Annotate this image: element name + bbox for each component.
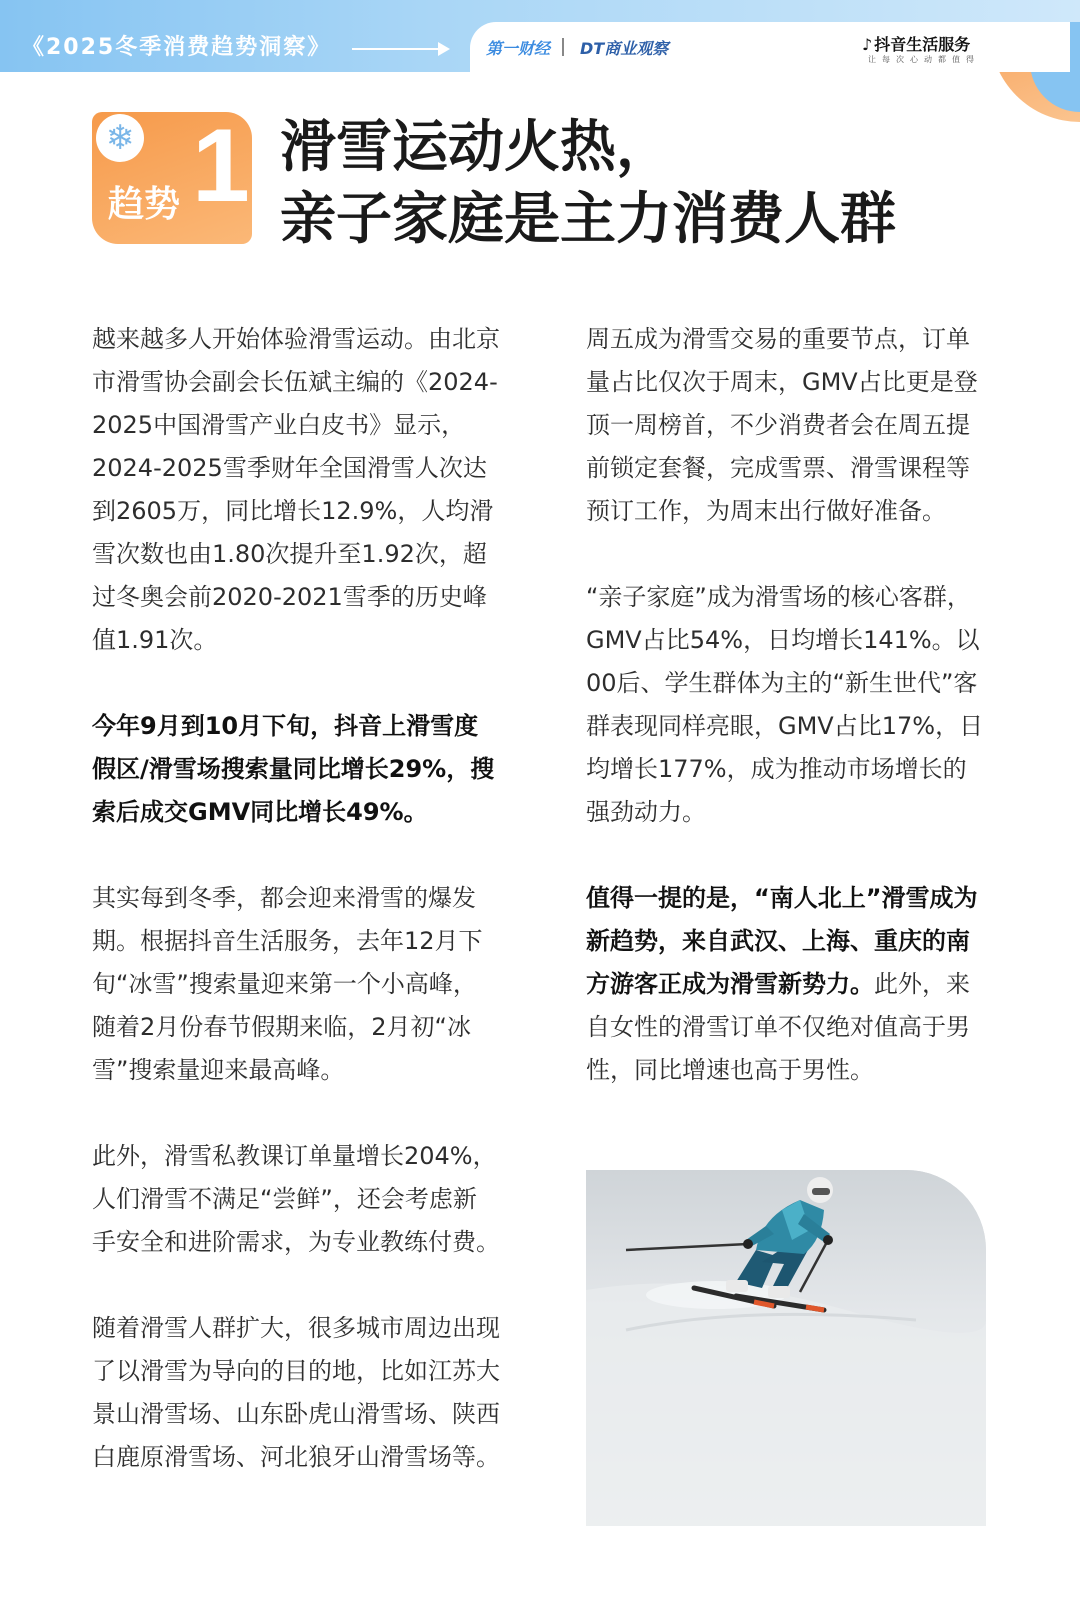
paragraph-mixed: [586, 877, 990, 1092]
page-title: [280, 112, 1060, 256]
snowflake-icon: ❄: [96, 114, 144, 162]
title-line-1: 滑雪运动火热，: [280, 115, 672, 180]
logo-yicai: 第一财经: [486, 39, 551, 58]
paragraph-highlight: 值得一提的是，“南人北上”滑雪成为新趋势，来自武汉、上海、重庆的南方游客正成为滑雪新势力。: [586, 884, 978, 998]
logo-dt: DT商业观察: [580, 39, 669, 58]
left-column: [92, 318, 500, 1522]
tiktok-icon: ♪: [862, 35, 873, 54]
logo-divider: [562, 38, 564, 56]
paragraph: 其实每到冬季，都会迎来滑雪的爆发期。根据抖音生活服务，去年12月下旬“冰雪”搜索量迎来第一个小高峰，随着2月份春节假期来临，2月初“冰雪”搜索量迎来最高峰。: [92, 884, 483, 1084]
trend-badge: [92, 108, 252, 244]
skier-photo: [586, 1170, 986, 1526]
skier-illustration: [586, 1170, 986, 1526]
badge-number: 1: [192, 108, 250, 224]
paragraph: 越来越多人开始体验滑雪运动。由北京市滑雪协会副会长伍斌主编的《2024-2025中国滑雪产业白皮书》显示，2024-2025雪季财年全国滑雪人次达到2605万，同比增长12.9%，人均滑雪次数也由1.80次提升至1.92次，超过冬奥会前2020-2021雪季的历史峰值1.91次。: [92, 325, 500, 654]
paragraph: 随着滑雪人群扩大，很多城市周边出现了以滑雪为导向的目的地，比如江苏大景山滑雪场、山东卧虎山滑雪场、陕西白鹿原滑雪场、河北狼牙山滑雪场等。: [92, 1314, 500, 1471]
badge-word: 趋势: [108, 184, 181, 225]
paragraph: “亲子家庭”成为滑雪场的核心客群，GMV占比54%，日均增长141%。以00后、学生群体为主的“新生世代”客群表现同样亮眼，GMV占比17%，日均增长177%，成为推动市场增长的强劲动力。: [586, 583, 984, 826]
series-title: 《2025冬季消费趋势洞察》: [22, 35, 332, 60]
title-line-2: 亲子家庭是主力消费人群: [280, 187, 896, 252]
logo-strip: [470, 22, 1070, 72]
logo-douyin: [862, 32, 970, 55]
right-column: [586, 318, 990, 1135]
arrow-right-icon: [352, 48, 448, 50]
paragraph: 周五成为滑雪交易的重要节点，订单量占比仅次于周末，GMV占比更是登顶一周榜首，不少消费者会在周五提前锁定套餐，完成雪票、滑雪课程等预订工作，为周末出行做好准备。: [586, 325, 978, 525]
paragraph-rest: 此外，来自女性的滑雪订单不仅绝对值高于男性，同比增速也高于男性。: [586, 970, 970, 1084]
page-number: 05: [1040, 36, 1063, 57]
paragraph: 此外，滑雪私教课订单量增长204%，人们滑雪不满足“尝鲜”，还会考虑新手安全和进阶需求，为专业教练付费。: [92, 1142, 500, 1256]
logo-douyin-text: 抖音生活服务: [874, 35, 971, 54]
paragraph-highlight: 今年9月到10月下旬，抖音上滑雪度假区/滑雪场搜索量同比增长29%，搜索后成交GMV同比增长49%。: [92, 712, 495, 826]
logo-douyin-slogan: 让每次心动都值得: [868, 55, 980, 64]
